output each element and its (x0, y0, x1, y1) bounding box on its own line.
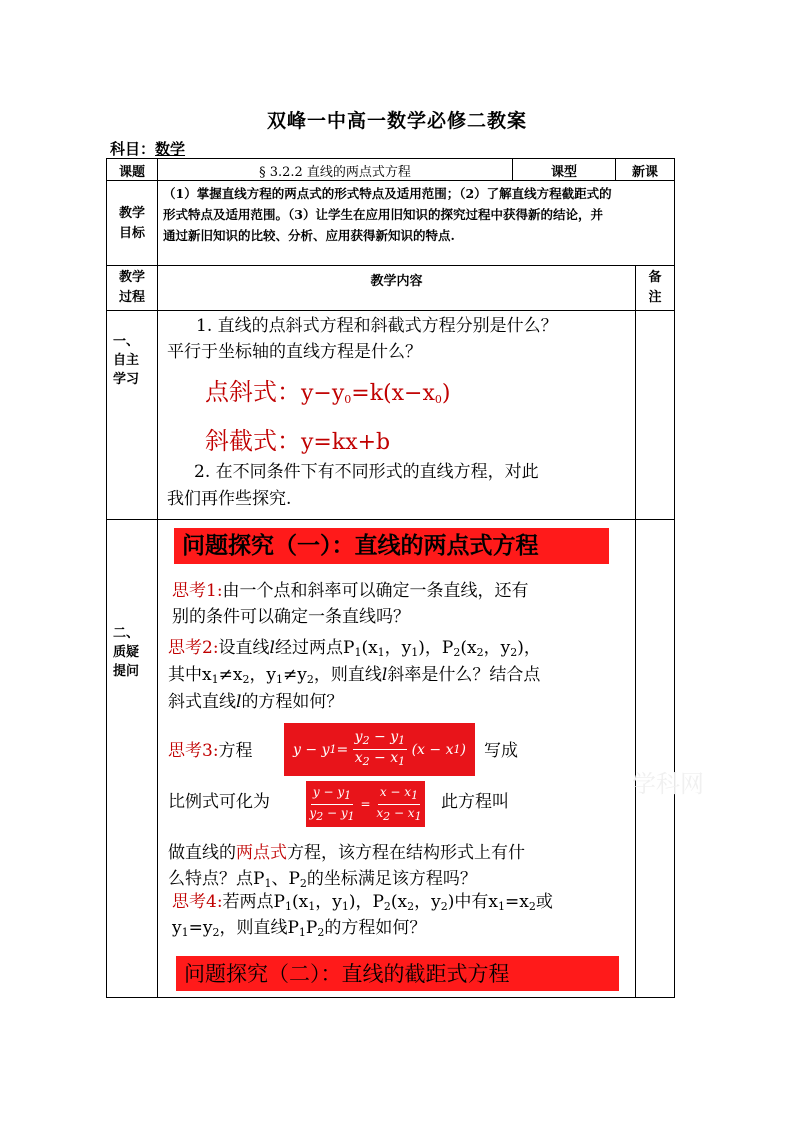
think-2-cont: 其中$x_1\ne x_2$，$y_1\ne y_2$，则直线l斜率是什么？结合点 (168, 665, 541, 686)
ratio-post: 此方程叫 (441, 792, 509, 812)
goal-line: 形式特点及适用范围。（3）让学生在应用旧知识的探究过程中获得新的结论，并 (163, 207, 603, 222)
point-slope-label: 点斜式： (205, 378, 301, 406)
think-1-cont: 别的条件可以确定一条直线吗？ (172, 607, 410, 627)
course-value: § 3.2.2 直线的两点式方程 (259, 165, 411, 180)
point-slope-formula: 点斜式：$y-y_0=k(x-x_0)$ (205, 378, 451, 406)
think-3-label: 思考3: (168, 741, 219, 761)
goals-label: 教学 目标 (118, 206, 145, 241)
think-1-label: 思考1: (172, 581, 223, 601)
two-point-term: 两点式 (236, 843, 287, 863)
think-2-cont2: 斜式直线l的方程如何？ (168, 692, 344, 712)
goals-text (163, 183, 673, 246)
subject-label: 科目： (110, 140, 156, 158)
inquiry-banner-2: 问题探究（二）：直线的截距式方程 (176, 956, 619, 991)
question-1: 1. 直线的点斜式方程和斜截式方程分别是什么？ (196, 316, 558, 336)
think-3: 思考3:方程 (168, 741, 253, 761)
think-4: 思考4:若两点$P_1(x_1$，$y_1$)，$P_2(x_2$，$y_2$)中有$x_1=x_2$或 (172, 892, 553, 913)
content-header: 教学内容 (370, 274, 423, 289)
question-1-cont: 平行于坐标轴的直线方程是什么？ (167, 342, 422, 362)
question-2: 2. 在不同条件下有不同形式的直线方程，对此 (194, 462, 539, 482)
type-label: 课型 (550, 165, 577, 180)
process-label: 教学 过程 (118, 270, 145, 305)
think-2: 思考2:设直线l经过两点$P_1(x_1$，$y_1$)，$P_2(x_2$，$y_2$)， (168, 638, 541, 659)
think-2-label: 思考2: (168, 638, 219, 658)
notes-header: 备 注 (648, 270, 662, 305)
type-value: 新课 (631, 165, 658, 180)
goal-line: 通过新旧知识的比较、分析、应用获得新知识的特点. (163, 228, 455, 243)
think-1: 思考1:由一个点和斜率可以确定一条直线，还有 (172, 581, 529, 601)
think-4-cont: $y_1=y_2$，则直线$P_1P_2$的方程如何？ (172, 918, 427, 939)
think-4-label: 思考4: (172, 892, 223, 912)
subject-line (110, 138, 185, 159)
think-3-post: 写成 (484, 741, 518, 761)
watermark: 学科网 (632, 770, 704, 798)
question-2-cont: 我们再作些探究. (167, 489, 292, 509)
subject-value: 数学 (155, 140, 186, 158)
two-point-desc-cont: 么特点？点$P_1$、$P_2$的坐标满足该方程吗？ (168, 869, 477, 890)
goal-line: （1）掌握直线方程的两点式的形式特点及适用范围；（2）了解直线方程截距式的 (163, 186, 612, 201)
page-title: 双峰一中高一数学必修二教案 (266, 110, 527, 132)
two-point-equation-box: y − y 1 = $\frac{y_2 - y_1}{x_2 - x_1}$ (x − x 1 ) (284, 723, 475, 776)
course-label: 课题 (118, 165, 145, 180)
ratio-equation-box: $\frac{y - y_1}{y_2 - y_1}$ = $\frac{x - x_1}{x_2 - x_1}$ (306, 781, 425, 827)
section1-label: 一、 自主 学习 (113, 334, 140, 387)
ratio-pre: 比例式可化为 (168, 792, 270, 812)
inquiry-banner-1: 问题探究（一）：直线的两点式方程 (174, 528, 609, 564)
section2-label: 二、 质疑 提问 (113, 626, 140, 679)
two-point-desc: 做直线的两点式方程，该方程在结构形式上有什 (168, 843, 525, 863)
slope-intercept-formula: 斜截式：y=kx+b (205, 427, 391, 455)
slope-intercept-label: 斜截式： (205, 427, 301, 455)
